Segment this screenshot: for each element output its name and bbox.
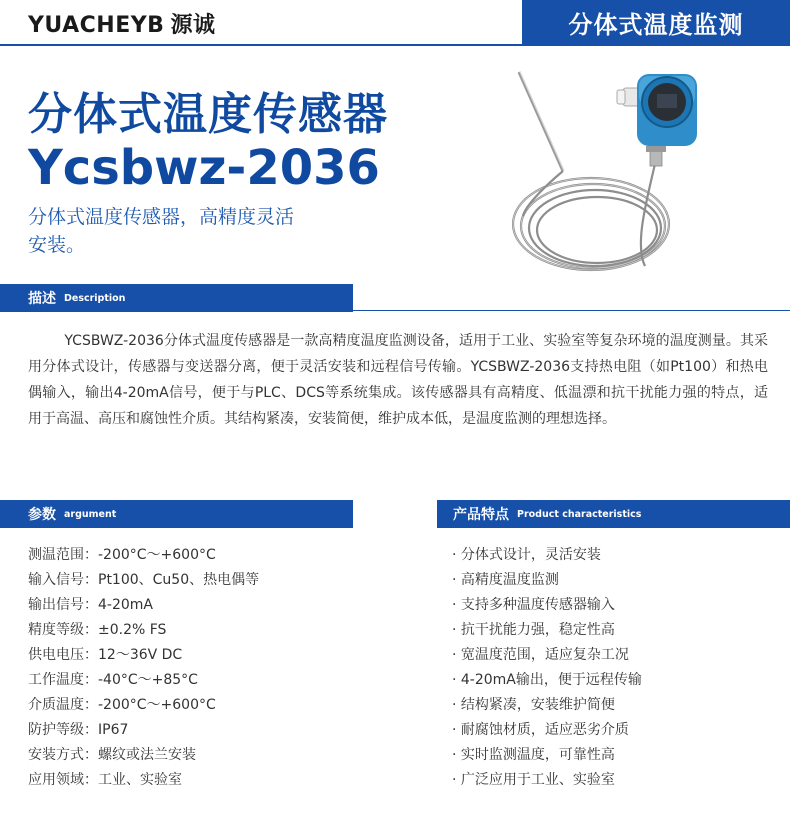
parameter-item: 工作温度：-40°C～+85°C	[28, 672, 198, 688]
product-model: Ycsbwz-2036	[28, 140, 380, 196]
description-heading-zh: 描述	[28, 291, 56, 307]
header-rule	[0, 44, 790, 46]
parameters-heading-en: argument	[64, 508, 117, 520]
feature-item: · 实时监测温度，可靠性高	[452, 747, 615, 763]
feature-item: · 支持多种温度传感器输入	[452, 597, 615, 613]
product-subtitle: 分体式温度传感器，高精度灵活安装。	[28, 206, 295, 256]
features-heading	[437, 500, 790, 528]
description-heading-en: Description	[64, 292, 126, 304]
feature-item: · 宽温度范围，适应复杂工况	[452, 647, 629, 663]
parameter-item: 输出信号：4-20mA	[28, 597, 153, 613]
feature-item: · 分体式设计，灵活安装	[452, 547, 601, 563]
brand-logo	[28, 8, 215, 39]
parameter-item: 防护等级：IP67	[28, 722, 129, 738]
parameters-heading	[0, 500, 353, 528]
parameter-item: 供电电压：12～36V DC	[28, 647, 183, 663]
features-heading-en: Product characteristics	[517, 508, 642, 520]
description-rule	[0, 310, 790, 311]
feature-item: · 耐腐蚀材质，适应恶劣介质	[452, 722, 629, 738]
parameter-item: 应用领域：工业、实验室	[28, 772, 182, 788]
parameter-item: 安装方式：螺纹或法兰安装	[28, 747, 196, 763]
features-heading-zh: 产品特点	[453, 507, 509, 523]
description-text: YCSBWZ-2036分体式温度传感器是一款高精度温度监测设备，适用于工业、实验室等复杂环境的温度测量。其采用分体式设计，传感器与变送器分离，便于灵活安装和远程信号传输。YCSBWZ-2036支持热电阻（如Pt100）和热电偶输入，输出4-20mA信号，便于与PLC、DCS等系统集成。该传感器具有高精度、低温漂和抗干扰能力强的特点，适用于高温、高压和腐蚀性介质。其结构紧凑，安装简便，维护成本低，是温度监测的理想选择。	[28, 333, 768, 427]
category-badge: 分体式温度监测	[522, 0, 790, 44]
feature-list	[452, 544, 642, 794]
logo-en: YUACHEYB	[28, 13, 165, 38]
parameter-item: 精度等级：±0.2% FS	[28, 622, 167, 638]
parameter-item: 介质温度：-200°C～+600°C	[28, 697, 216, 713]
feature-item: · 高精度温度监测	[452, 572, 559, 588]
header-bar	[0, 0, 790, 44]
parameter-item: 输入信号：Pt100、Cu50、热电偶等	[28, 572, 260, 588]
parameter-item: 测温范围：-200°C～+600°C	[28, 547, 216, 563]
product-image	[505, 66, 770, 291]
description-heading	[0, 284, 353, 312]
feature-item: · 抗干扰能力强，稳定性高	[452, 622, 615, 638]
parameters-heading-zh: 参数	[28, 507, 56, 523]
feature-item: · 4-20mA输出，便于远程传输	[452, 672, 642, 688]
feature-item: · 广泛应用于工业、实验室	[452, 772, 615, 788]
parameter-list	[28, 544, 259, 794]
feature-item: · 结构紧凑，安装维护简便	[452, 697, 615, 713]
logo-cn: 源诚	[170, 13, 216, 38]
product-title: 分体式温度传感器	[28, 89, 388, 140]
